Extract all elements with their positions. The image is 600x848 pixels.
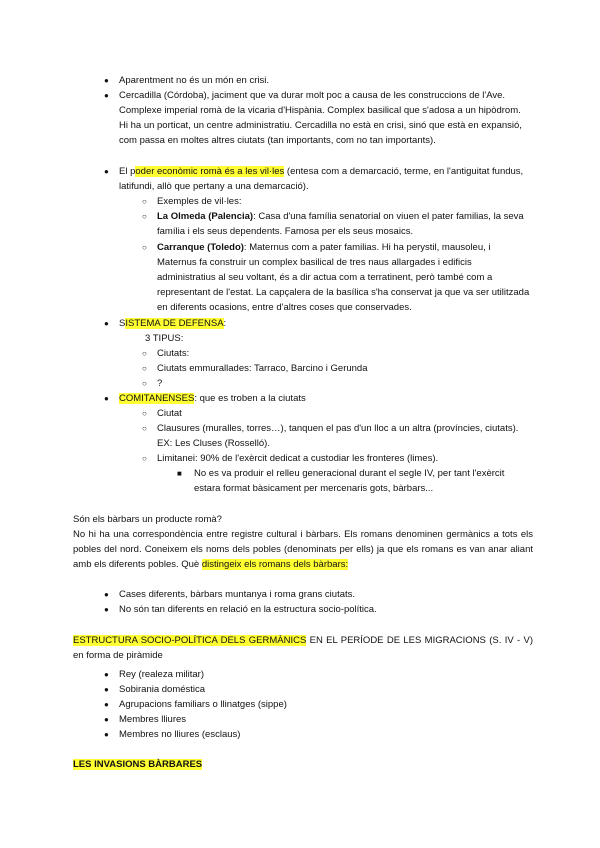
- bullet-icon: ●: [104, 319, 109, 328]
- list-item-text: Ciutats emmurallades: Tarraco, Barcino i Gerunda: [157, 363, 368, 374]
- highlight: distingeix els romans dels bàrbars:: [201, 559, 349, 570]
- list-item: [142, 421, 531, 451]
- list-item: [177, 466, 531, 496]
- list-item: [142, 406, 531, 421]
- hollow-bullet-icon: ○: [142, 349, 147, 358]
- list-item: [142, 194, 531, 209]
- highlight: ISTEMA DE DEFENSA: [125, 318, 224, 329]
- highlight: ESTRUCTURA SOCIO-POLÍTICA DELS GERMÀNICS: [73, 635, 307, 646]
- list-item: [142, 209, 531, 239]
- list-item-text: La Olmeda (Palencia): Casa d'una família senatorial on viuen el pater familias, la seva família i els seus dependents. Famosa per els seus mosaics.: [157, 211, 524, 237]
- list-item-text: ?: [157, 378, 163, 389]
- hollow-bullet-icon: ○: [142, 212, 147, 221]
- list-item-text: Ciutat: [157, 408, 182, 419]
- hollow-bullet-icon: ○: [142, 243, 147, 252]
- hollow-bullet-icon: ○: [142, 379, 147, 388]
- section-heading: [73, 757, 202, 772]
- list-item-text: Clausures (muralles, torres…), tanquen el pas d'un lloc a un altra (províncies, ciutats). EX: Les Cluses (Rosselló).: [157, 423, 519, 449]
- bullet-icon: ●: [104, 670, 109, 679]
- bullet-icon: ●: [104, 700, 109, 709]
- list-item-text: Cases diferents, bàrbars muntanya i roma grans ciutats.: [119, 589, 356, 600]
- bullet-icon: ●: [104, 76, 109, 85]
- hollow-bullet-icon: ○: [142, 454, 147, 463]
- bullet-icon: ●: [104, 730, 109, 739]
- section-question: Són els bàrbars un producte romà?: [73, 514, 222, 525]
- highlight: COMITANENSES: [119, 393, 195, 404]
- paragraph: No hi ha una correspondència entre registre cultural i bàrbars. Els romans denominen germànics a tots els pobles del nord. Coneixem els noms dels pobles (denominats per ells) ja que els romans es van anar aliant amb els diferents pobles. Què distingeix els romans dels bàrbars:: [73, 529, 533, 570]
- list-item: [104, 88, 531, 148]
- list-item-text: El poder econòmic romà és a les vil·les (entesa com a demarcació, terme, en l'antiguitat fundus, latifundi, allò que pertany a una demarcació).: [119, 166, 524, 192]
- list-item: [142, 451, 531, 466]
- list-item: [104, 697, 531, 712]
- bullet-icon: ●: [104, 715, 109, 724]
- tipus-label: 3 TIPUS:: [145, 333, 184, 344]
- list-item-text: Sobirania doméstica: [119, 684, 206, 695]
- list-item-text: No són tan diferents en relació en la estructura socio-política.: [119, 604, 377, 615]
- list-item-text: Membres no lliures (esclaus): [119, 729, 241, 740]
- list-item-text: SISTEMA DE DEFENSA:: [119, 318, 227, 329]
- hollow-bullet-icon: ○: [142, 197, 147, 206]
- list-item: [142, 361, 531, 376]
- bullet-icon: ●: [104, 605, 109, 614]
- hollow-bullet-icon: ○: [142, 424, 147, 433]
- list-item-text: COMITANENSES: que es troben a la ciutats: [119, 393, 306, 404]
- bullet-icon: ●: [104, 685, 109, 694]
- list-item: [104, 73, 531, 88]
- list-item: [142, 240, 531, 315]
- list-item-text: No es va produir el relleu generacional durant el segle IV, per tant l'exèrcit estara format bàsicament per mercenaris gots, bàrbars...: [194, 468, 505, 494]
- section-heading: ESTRUCTURA SOCIO-POLÍTICA DELS GERMÀNICS EN EL PERÍODE DE LES MIGRACIONS (S. IV - V) en forma de piràmide: [73, 635, 533, 661]
- list-item: [104, 602, 531, 617]
- list-item: [104, 712, 531, 727]
- square-bullet-icon: ■: [177, 469, 182, 478]
- list-item: [104, 682, 531, 697]
- bullet-icon: ●: [104, 590, 109, 599]
- bullet-icon: ●: [104, 394, 109, 403]
- list-item-text: Exemples de vil·les:: [157, 196, 242, 207]
- list-item: [142, 376, 531, 391]
- list-item: [104, 727, 531, 742]
- bullet-icon: ●: [104, 167, 109, 176]
- list-item: [104, 391, 531, 406]
- list-item-text: Rey (realeza militar): [119, 669, 204, 680]
- list-item-text: Cercadilla (Córdoba), jaciment que va durar molt poc a causa de les construccions de l'Ave. Complexe imperial romà de la vicaria d'Hispània. Complex basilical que s'adosa a un hipòdrom. Hi ha un porticat, un centre administratiu. Cercadilla no està en crisi, sinó que està en expansió, com passa en moltes altres ciutats (tan importants, com no tan importants).: [119, 90, 522, 146]
- list-item-text: Ciutats:: [157, 348, 190, 359]
- list-item: [142, 346, 531, 361]
- bullet-icon: ●: [104, 91, 109, 100]
- list-item-text: Aparentment no és un món en crisi.: [119, 75, 269, 86]
- list-item: [104, 164, 531, 194]
- list-item-text: Carranque (Toledo): Maternus com a pater familias. Hi ha perystil, mausoleu, i Maternus fa construir un complex basilical de tres naus allargades i edificis administratius al seu voltant, és a dir actua com a terratinent, però també com a representant de l'estat. La capçalera de la basílica s'ha conservat ja que va ser utilitzada en diferents ocasions, entre d'altres coses que conservades.: [157, 242, 530, 313]
- list-item: [104, 667, 531, 682]
- hollow-bullet-icon: ○: [142, 364, 147, 373]
- list-item-text: Membres lliures: [119, 714, 187, 725]
- highlight: LES INVASIONS BÀRBARES: [73, 759, 203, 770]
- highlight: oder econòmic romà és a les vil·les: [135, 166, 285, 177]
- list-item: [104, 316, 531, 331]
- list-item: [104, 587, 531, 602]
- list-item-text: Limitanei: 90% de l'exèrcit dedicat a custodiar les fronteres (limes).: [157, 453, 439, 464]
- list-item-text: Agrupacions familiars o llinatges (sippe): [119, 699, 287, 710]
- hollow-bullet-icon: ○: [142, 409, 147, 418]
